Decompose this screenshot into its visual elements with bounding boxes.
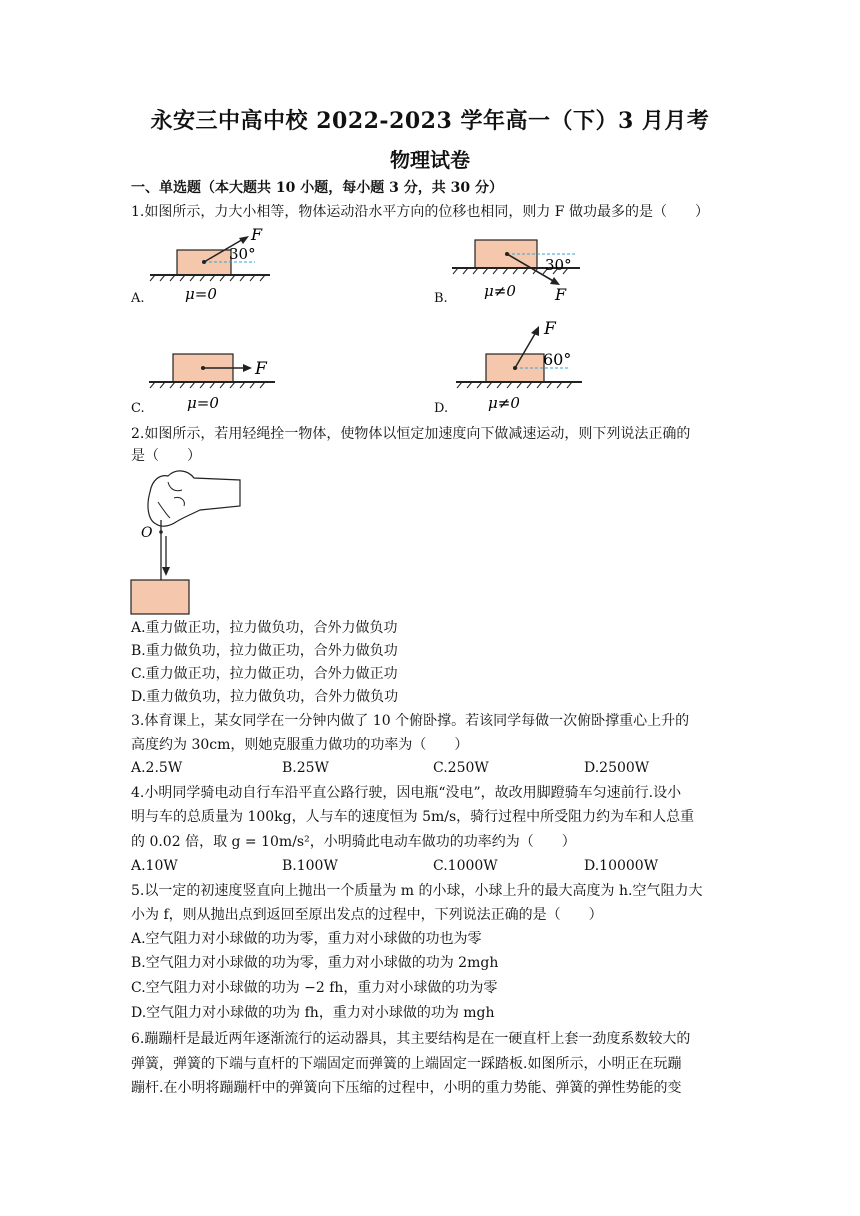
q1b-force-label: F: [555, 285, 567, 304]
q1a-mu-label: μ=0: [185, 285, 217, 303]
exam-title: 永安三中高中校 2022-2023 学年高一（下）3 月月考: [150, 108, 710, 134]
q1c-force-label: F: [255, 359, 267, 379]
section-heading: 一、单选题（本大题共 10 小题，每小题 3 分，共 30 分）: [131, 180, 503, 196]
q3-stem-line1: 3.体育课上，某女同学在一分钟内做了 10 个俯卧撑。若该同学每做一次俯卧撑重心上升的: [131, 713, 690, 729]
q2-point-o-label: O: [141, 525, 153, 541]
q3-option-a: A.2.5W: [131, 760, 183, 776]
q2-stem-line2: 是（ ）: [131, 448, 201, 464]
q1-option-c: C.: [131, 401, 145, 416]
q1c-mu-label: μ=0: [187, 394, 219, 412]
q1a-force-label: F: [251, 226, 263, 244]
q4-option-b: B.100W: [282, 858, 338, 874]
q5-option-b: B.空气阻力对小球做的功为零，重力对小球做的功为 2mgh: [131, 955, 499, 971]
q1-stem: 1.如图所示，力大小相等，物体运动沿水平方向的位移也相同，则力 F 做功最多的是（ ）: [131, 204, 709, 220]
q1d-force-label: F: [544, 319, 556, 339]
q2-option-a: A.重力做正功，拉力做负功，合外力做负功: [131, 620, 398, 636]
q3-option-c: C.250W: [433, 760, 489, 776]
q1b-mu-label: μ≠0: [484, 282, 516, 300]
q3-option-d: D.2500W: [584, 760, 650, 776]
q1b-angle-label: 30°: [545, 256, 572, 274]
q5-stem-line2: 小为 f，则从抛出点到返回至原出发点的过程中，下列说法正确的是（ ）: [131, 907, 603, 923]
q6-stem-line1: 6.蹦蹦杆是最近两年逐渐流行的运动器具，其主要结构是在一硬直杆上套一劲度系数较大的: [131, 1031, 691, 1047]
q6-stem-line3: 蹦杆.在小明将蹦蹦杆中的弹簧向下压缩的过程中，小明的重力势能、弹簧的弹性势能的变: [131, 1080, 682, 1096]
q1a-angle-label: 30°: [229, 245, 256, 263]
q1-figure-c: [145, 350, 285, 412]
q5-stem-line1: 5.以一定的初速度竖直向上抛出一个质量为 m 的小球，小球上升的最大高度为 h.空气阻力大: [131, 883, 703, 899]
q1-figure-d: [450, 316, 590, 412]
q4-option-a: A.10W: [131, 858, 178, 874]
q5-option-a: A.空气阻力对小球做的功为零，重力对小球做的功也为零: [131, 931, 482, 947]
q2-option-c: C.重力做正功，拉力做正功，合外力做正功: [131, 666, 398, 682]
q1-option-d: D.: [434, 401, 449, 416]
q1-option-a: A.: [131, 291, 145, 306]
q4-stem-line2: 明与车的总质量为 100kg，人与车的速度恒为 5m/s，骑行过程中所受阻力约为车和人总重: [131, 809, 695, 825]
q1-figure-a: [145, 226, 275, 306]
q2-figure: [130, 462, 260, 618]
q2-option-d: D.重力做负功，拉力做负功，合外力做负功: [131, 689, 399, 705]
q4-option-d: D.10000W: [584, 858, 659, 874]
q5-option-c: C.空气阻力对小球做的功为 −2 fh，重力对小球做的功为零: [131, 980, 498, 996]
q1d-angle-label: 60°: [543, 350, 572, 369]
q1-figure-b: [450, 236, 590, 308]
q3-stem-line2: 高度约为 30cm，则她克服重力做功的功率为（ ）: [131, 737, 469, 753]
q4-stem-line1: 4.小明同学骑电动自行车沿平直公路行驶，因电瓶“没电”，故改用脚蹬骑车匀速前行.设小: [131, 785, 682, 801]
exam-subtitle: 物理试卷: [390, 148, 470, 172]
q1d-mu-label: μ≠0: [488, 394, 520, 412]
q3-option-b: B.25W: [282, 760, 329, 776]
q5-option-d: D.空气阻力对小球做的功为 fh，重力对小球做的功为 mgh: [131, 1005, 495, 1021]
q4-option-c: C.1000W: [433, 858, 498, 874]
q2-option-b: B.重力做负功，拉力做正功，合外力做负功: [131, 643, 398, 659]
q4-stem-line3: 的 0.02 倍，取 g = 10m/s²，小明骑此电动车做功的功率约为（ ）: [131, 834, 576, 850]
q2-stem-line1: 2.如图所示，若用轻绳拴一物体，使物体以恒定加速度向下做减速运动，则下列说法正确的: [131, 426, 691, 442]
q6-stem-line2: 弹簧，弹簧的下端与直杆的下端固定而弹簧的上端固定一踩踏板.如图所示，小明正在玩蹦: [131, 1056, 682, 1072]
q1-option-b: B.: [434, 291, 448, 306]
